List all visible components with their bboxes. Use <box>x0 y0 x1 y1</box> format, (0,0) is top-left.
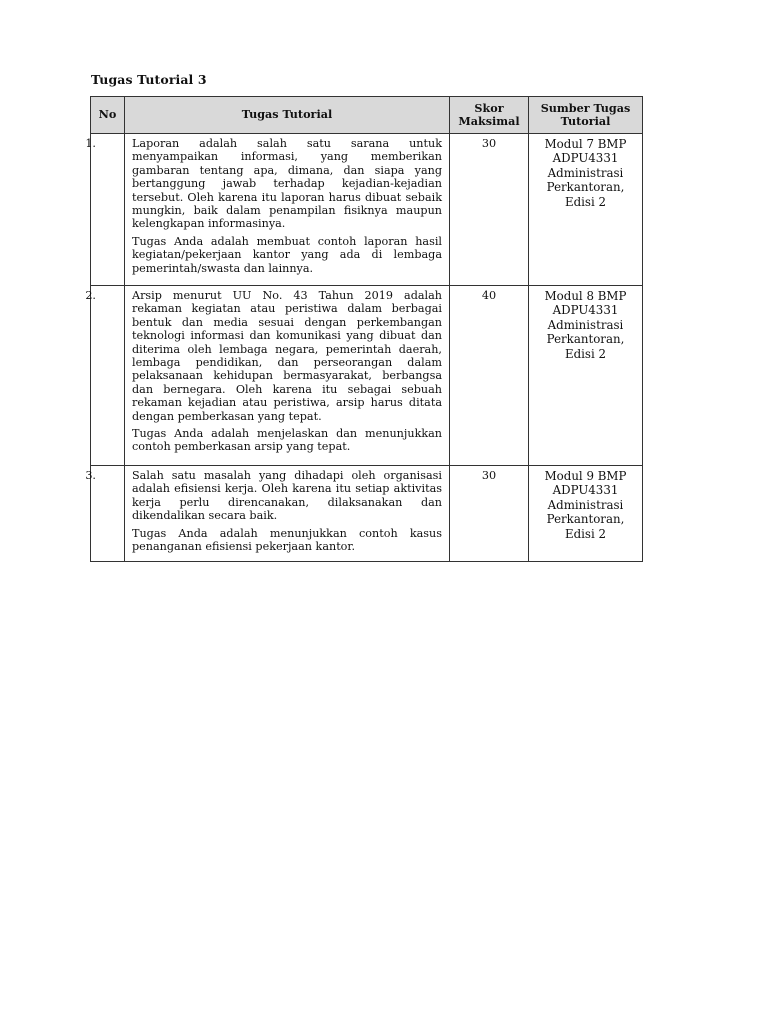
header-score-line2: Maksimal <box>458 114 520 128</box>
tutorial-task-table <box>85 96 643 562</box>
source-edition: Edisi 2 <box>564 526 607 541</box>
source-module: Modul 7 BMP <box>544 137 627 151</box>
task-paragraph: Laporan adalah salah satu sarana untuk menyampaikan informasi, yang memberikan gambaran tentang apa, dimana, dan siapa yang bertanggung jawab terhadap kejadian-kejadian tersebut. Oleh karena itu laporan harus dibuat sebaik mungkin, baik dalam penampilan fisiknya maupun kelengkapan informasinya. <box>132 137 442 231</box>
task-description-cell <box>125 286 450 466</box>
row-number-cell <box>85 466 125 562</box>
row-number: 3. <box>85 469 96 482</box>
source-module: Modul 8 BMP <box>544 289 627 303</box>
source-subject-line2: Perkantoran, <box>546 512 625 527</box>
header-source <box>529 97 643 134</box>
source-subject-line1: Administrasi <box>547 317 624 332</box>
task-instruction: Tugas Anda adalah menunjukkan contoh kasus penanganan efisiensi pekerjaan kantor. <box>132 526 442 554</box>
task-paragraph: Salah satu masalah yang dihadapi oleh organisasi adalah efisiensi kerja. Oleh karena itu setiap aktivitas kerja perlu direncanakan, dilaksanakan dan dikendalikan secara baik. <box>132 469 442 523</box>
task-source-cell <box>529 466 643 562</box>
source-module: Modul 9 BMP <box>544 469 627 483</box>
source-code: ADPU4331 <box>552 303 619 318</box>
header-no: No <box>91 97 125 134</box>
source-edition: Edisi 2 <box>564 346 607 361</box>
row-number-cell <box>85 286 125 466</box>
source-code: ADPU4331 <box>552 483 619 498</box>
table-header-row <box>91 97 643 134</box>
task-description-cell <box>125 466 450 562</box>
header-task: Tugas Tutorial <box>125 97 450 134</box>
task-instruction: Tugas Anda adalah membuat contoh laporan hasil kegiatan/pekerjaan kantor yang ada di lembaga pemerintah/swasta dan lainnya. <box>132 234 442 275</box>
source-subject-line1: Administrasi <box>547 497 624 512</box>
source-subject-line1: Administrasi <box>547 165 624 180</box>
header-score-line1: Skor <box>474 100 504 115</box>
task-source-cell <box>529 134 643 286</box>
table-row <box>91 286 643 466</box>
max-score: 30 <box>450 466 529 562</box>
header-source-line2: Tutorial <box>560 114 611 128</box>
row-number: 1. <box>85 137 96 150</box>
task-paragraph: Arsip menurut UU No. 43 Tahun 2019 adalah rekaman kegiatan atau peristiwa dalam berbagai bentuk dan media sesuai dengan perkembangan teknologi informasi dan komunikasi yang dibuat dan diterima oleh lembaga negara, pemerintah daerah, lembaga pendidikan, dan perseorangan dalam pelaksanaan kehidupan bermasyarakat, berbangsa dan bernegara. Oleh karena itu sebagai sebuah rekaman kejadian atau peristiwa, arsip harus ditata dengan pemberkasan yang tepat. <box>132 289 442 423</box>
task-description-cell <box>125 134 450 286</box>
task-source-cell <box>529 286 643 466</box>
row-number: 2. <box>85 289 96 302</box>
table-row <box>91 134 643 286</box>
row-number-cell <box>85 134 125 286</box>
header-score <box>450 97 529 134</box>
source-subject-line2: Perkantoran, <box>546 180 625 195</box>
source-subject-line2: Perkantoran, <box>546 332 625 347</box>
header-source-line1: Sumber Tugas <box>540 100 631 115</box>
max-score: 40 <box>450 286 529 466</box>
task-instruction: Tugas Anda adalah menjelaskan dan menunjukkan contoh pemberkasan arsip yang tepat. <box>132 427 442 454</box>
source-edition: Edisi 2 <box>564 194 607 209</box>
source-code: ADPU4331 <box>552 151 619 166</box>
max-score: 30 <box>450 134 529 286</box>
table-row <box>91 466 643 562</box>
document-title: Tugas Tutorial 3 <box>91 72 207 87</box>
